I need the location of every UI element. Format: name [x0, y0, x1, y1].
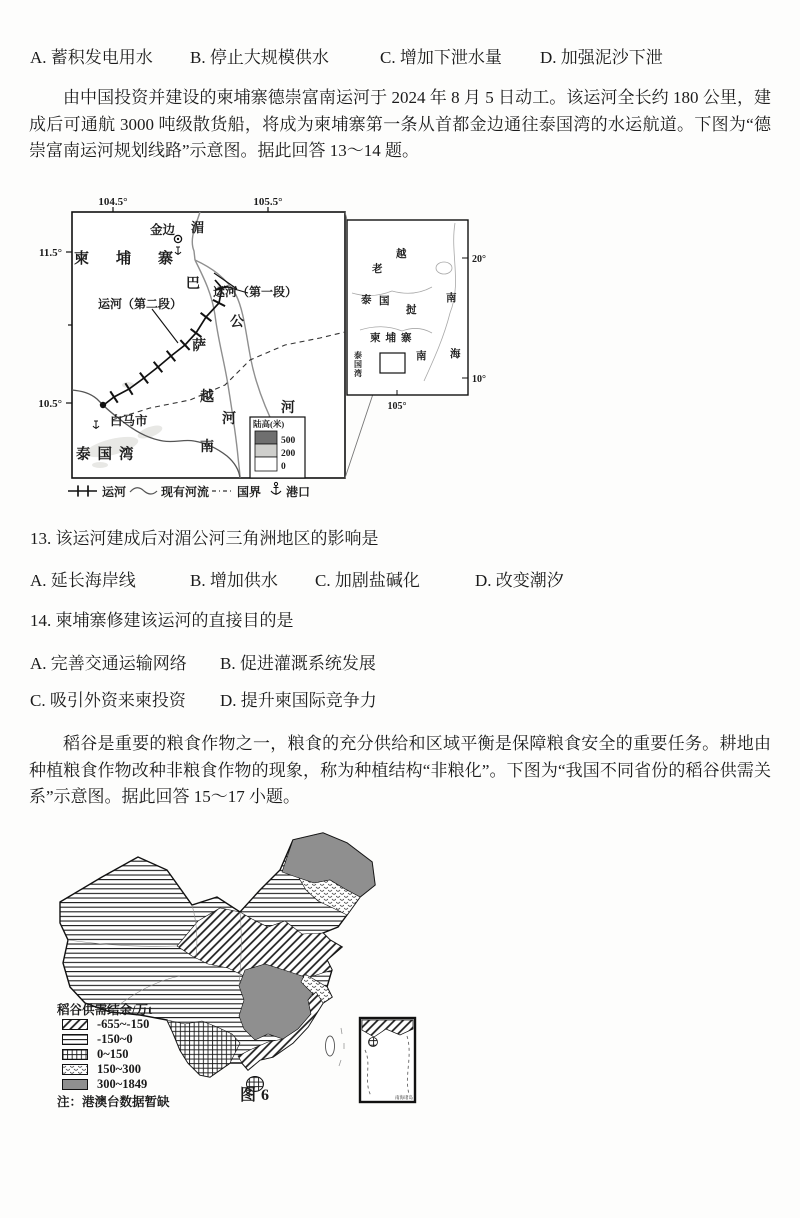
inset-gulf-char-1: 泰 [354, 351, 362, 360]
q14-option-c: C. 吸引外资来柬投资 [30, 691, 186, 710]
elevation-legend [250, 417, 305, 478]
inset-locator-map [347, 220, 486, 412]
q12-option-c: C. 增加下泄水量 [380, 48, 502, 67]
legend-river-label: 现有河流 [161, 485, 210, 499]
vietnam-char-1: 越 [200, 390, 214, 405]
q12-option-b: B. 停止大规模供水 [190, 48, 329, 67]
q13-option-d: D. 改变潮汐 [475, 571, 564, 590]
q12-option-a: A. 蓄积发电用水 [30, 48, 153, 67]
fig2-legend-row-5 [62, 1077, 147, 1092]
inset-vietnam-char-2: 南 [446, 293, 457, 304]
capital-label: 金边 [150, 223, 176, 237]
bassac-char-3: 河 [222, 412, 236, 427]
inset-caption: 南海诸岛 [395, 1095, 413, 1100]
elevation-legend-title: 陆高(米) [253, 419, 285, 429]
mekong-char-2: 公 [230, 315, 244, 330]
elevation-value-200: 200 [281, 449, 296, 459]
elevation-value-500: 500 [281, 436, 296, 446]
legend-port-symbol [271, 482, 281, 495]
elevation-value-0: 0 [281, 462, 286, 472]
lat-label-bottom: 10.5° [38, 398, 62, 410]
map-legend-row [68, 482, 310, 499]
inset-laos-char-2: 挝 [406, 305, 417, 316]
q14-option-d: D. 提升柬国际竞争力 [220, 691, 377, 710]
fig2-caption: 图6 [240, 1087, 275, 1104]
q12-option-d: D. 加强泥沙下泄 [540, 48, 663, 67]
intro-paragraph-rice: 稻谷是重要的粮食作物之一，粮食的充分供给和区域平衡是保障粮食安全的重要任务。耕地由种植粮食作物改种非粮食作物的现象，称为种植结构“非粮化”。下图为“我国不同省份的稻谷供需关系”示意图。据此回答 15～17 小题。 [29, 734, 771, 806]
fig2-legend-label-3: 0~150 [97, 1047, 129, 1061]
intro-paragraph-canal: 由中国投资并建设的柬埔寨德崇富南运河于 2024 年 8 月 5 日动工。该运河全长约 180 公里，建成后可通航 3000 吨级散货船，将成为柬埔寨第一条从首都金边通往泰国湾的水运航道。下图为“德崇富南运河规划线路”示意图。据此回答 13～14 题。 [29, 88, 771, 160]
solid-gray-swatch [62, 1079, 88, 1090]
fig2-legend-row-4 [62, 1062, 141, 1077]
fig2-legend-row-1 [62, 1017, 149, 1032]
inset-sea-char-1: 南 [416, 351, 427, 362]
inset-gulf-char-3: 湾 [354, 369, 362, 378]
lon-label-left: 104.5° [98, 196, 128, 208]
kep-city-dot [100, 402, 106, 408]
inset-thailand-char-2: 国 [379, 296, 390, 307]
inset-lat-20: 20° [472, 254, 486, 265]
taiwan-island [326, 1036, 335, 1056]
gulf-label: 泰国湾 [76, 447, 141, 463]
fig2-legend-title: 稻谷供需结余/万t [57, 1003, 153, 1017]
kep-city-label: 白马市 [110, 414, 148, 428]
inset-cambodia-label: 柬埔寨 [370, 333, 417, 344]
fig2-legend-label-4: 150~300 [97, 1062, 142, 1076]
scale-dots-swatch [62, 1064, 88, 1075]
vietnam-char-2: 南 [200, 440, 214, 455]
mekong-char-1: 湄 [191, 220, 205, 235]
country-label: 柬埔寨 [74, 251, 201, 267]
offshore-dashes [339, 1028, 344, 1066]
inset-laos-char-1: 老 [372, 264, 383, 275]
inset-lat-10: 10° [472, 374, 486, 385]
inset-vietnam-char-1: 越 [396, 249, 407, 260]
inset-sea-char-2: 海 [450, 349, 461, 360]
fig2-legend-row-3 [62, 1047, 129, 1062]
q13-option-c: C. 加剧盐碱化 [315, 571, 420, 590]
fig2-legend-row-2 [62, 1032, 133, 1047]
horizontal-lines-swatch [62, 1034, 88, 1045]
fig2-legend-label-2: -150~0 [97, 1032, 133, 1046]
mekong-char-3: 河 [281, 401, 295, 416]
legend-canal-label: 运河 [102, 485, 127, 499]
q14-option-a: A. 完善交通运输网络 [30, 654, 187, 673]
bassac-char-2: 萨 [192, 339, 206, 354]
q14-option-b: B. 促进灌溉系统发展 [220, 654, 376, 673]
canal-seg2-label: 运河（第二段） [98, 297, 183, 311]
q13-option-b: B. 增加供水 [190, 571, 278, 590]
fig2-legend-label-1: -655~-150 [97, 1017, 150, 1031]
question-13-stem: 13. 该运河建成后对湄公河三角洲地区的影响是 [30, 529, 379, 548]
inset-hainan [369, 1038, 378, 1047]
question-14-stem: 14. 柬埔寨修建该运河的直接目的是 [30, 611, 294, 630]
legend-border-label: 国界 [237, 485, 262, 499]
grid-swatch [62, 1049, 88, 1060]
figure1-canal-map [0, 195, 800, 513]
fig2-note: 注：港澳台数据暂缺 [57, 1095, 170, 1109]
fig2-legend-label-5: 300~1849 [97, 1077, 148, 1091]
bassac-char-1: 巴 [186, 277, 200, 292]
south-china-sea-inset [360, 1018, 415, 1102]
lon-label-right: 105.5° [253, 196, 283, 208]
q13-option-a: A. 延长海岸线 [30, 571, 136, 590]
legend-port-label: 港口 [286, 485, 311, 499]
inset-lon-105: 105° [387, 401, 407, 412]
inset-thailand-char-1: 泰 [361, 295, 372, 306]
canal-seg1-label: 运河（第一段） [213, 285, 298, 299]
inset-gulf-char-2: 国 [354, 360, 362, 369]
diagonal-hatch-swatch [62, 1019, 88, 1030]
legend-river-symbol [130, 488, 157, 494]
lat-label-top: 11.5° [38, 247, 62, 259]
